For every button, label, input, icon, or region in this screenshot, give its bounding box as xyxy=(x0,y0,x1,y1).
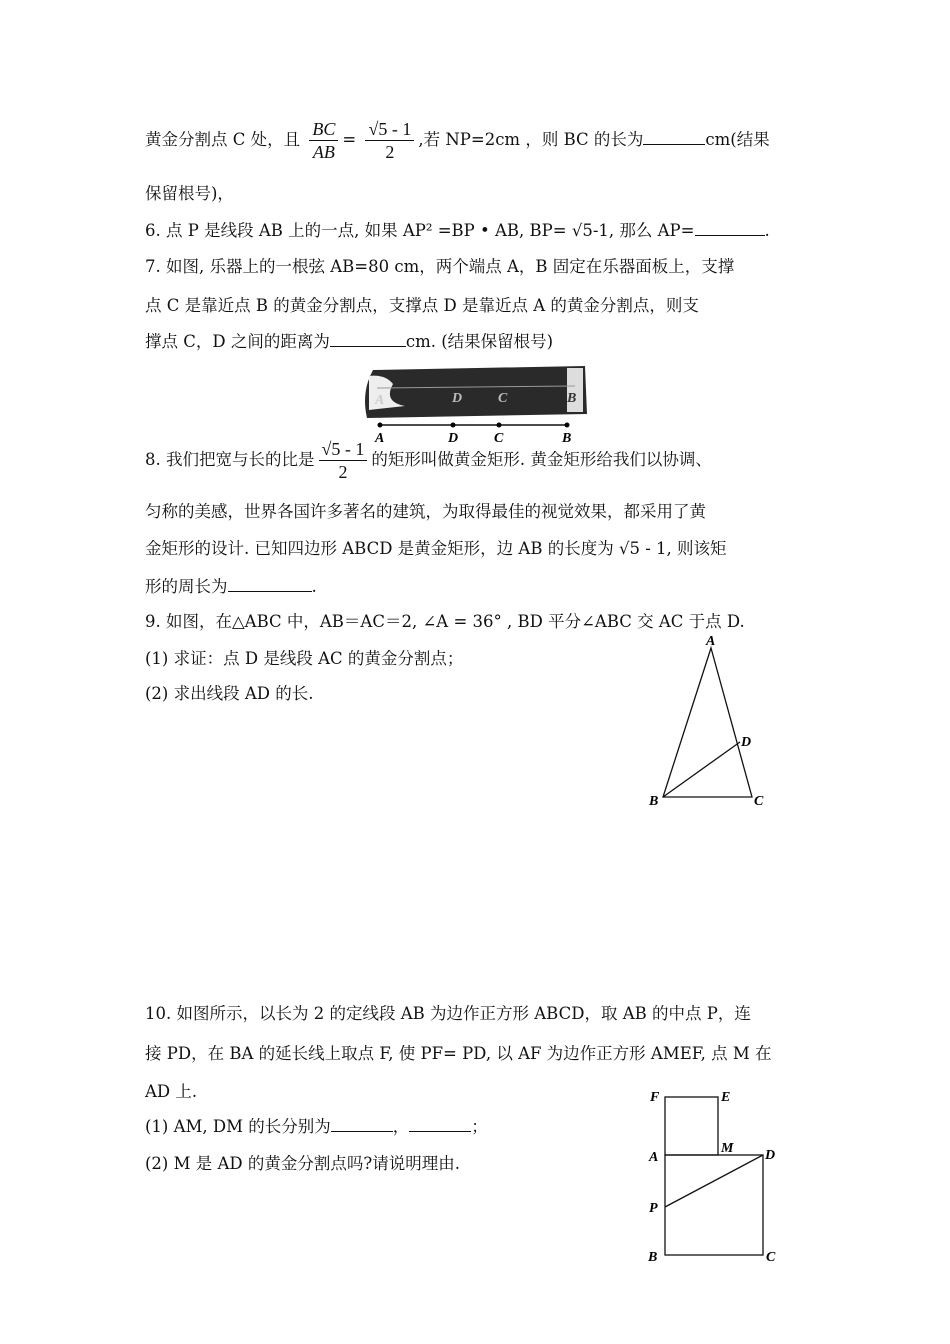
numerator: √5 - 1 xyxy=(319,438,368,461)
text: cm. (结果保留根号) xyxy=(405,332,554,351)
svg-text:A: A xyxy=(375,393,385,408)
point-c xyxy=(497,423,502,428)
text: 撑点 C，D 之间的距离为 xyxy=(145,332,330,351)
point-a xyxy=(378,423,383,428)
triangle-figure xyxy=(640,635,780,815)
svg-text:C: C xyxy=(498,391,508,406)
q8-line3: 金矩形的设计. 已知四边形 ABCD 是黄金矩形，边 AB 的长度为 √5 - 1, 则该矩 xyxy=(145,539,727,558)
point-b xyxy=(565,423,570,428)
q10-line3: AD 上. xyxy=(145,1082,198,1101)
text: 黄金分割点 C 处，且 xyxy=(145,130,301,149)
q9-line1: 9. 如图，在△ABC 中，AB＝AC＝2, ∠A = 36° , BD 平分∠ABC 交 AC 于点 D. xyxy=(145,612,745,631)
label-b: B xyxy=(649,794,659,809)
label-e: E xyxy=(721,1090,731,1105)
q7-line3 xyxy=(145,328,553,352)
label-b: B xyxy=(648,1250,658,1265)
label-p: P xyxy=(649,1201,658,1216)
answer-blank[interactable] xyxy=(695,221,765,236)
q8-line2: 匀称的美感，世界各国许多著名的建筑，为取得最佳的视觉效果，都采用了黄 xyxy=(145,502,706,521)
q8-line1 xyxy=(145,438,712,483)
q5-line2: 保留根号)， xyxy=(145,184,234,203)
answer-blank[interactable] xyxy=(330,332,406,347)
point-d xyxy=(451,423,456,428)
answer-blank[interactable] xyxy=(643,130,705,145)
label-a: A xyxy=(375,431,385,446)
text: . xyxy=(311,577,317,596)
label-d: D xyxy=(741,735,752,750)
square-amef xyxy=(665,1097,718,1155)
text: 8. 我们把宽与长的比是 xyxy=(145,450,315,469)
q5-line1 xyxy=(145,118,770,163)
instrument-body xyxy=(365,366,587,418)
label-a: A xyxy=(649,1150,659,1165)
text: cm(结果 xyxy=(705,130,770,149)
denominator: AB xyxy=(312,142,335,162)
svg-text:B: B xyxy=(567,391,577,406)
q9-part2: (2) 求出线段 AD 的长. xyxy=(145,684,314,703)
label-f: F xyxy=(650,1090,660,1105)
segment-pd xyxy=(665,1155,763,1207)
fraction-bc-ab xyxy=(309,118,338,163)
label-d: D xyxy=(448,431,459,446)
text: 6. 点 P 是线段 AB 上的一点, 如果 AP² =BP • AB, BP= √5-1, 那么 AP= xyxy=(145,221,695,240)
label-c: C xyxy=(754,794,764,809)
text: ； xyxy=(471,1117,488,1136)
answer-blank-am[interactable] xyxy=(331,1117,393,1132)
answer-blank-dm[interactable] xyxy=(409,1117,471,1132)
q7-line2: 点 C 是靠近点 B 的黄金分割点，支撑点 D 是靠近点 A 的黄金分割点，则支 xyxy=(145,296,699,315)
fraction-golden-ratio xyxy=(319,438,368,483)
text: ， xyxy=(392,1117,410,1136)
svg-text:D: D xyxy=(452,391,463,406)
label-b: B xyxy=(562,431,572,446)
denominator: 2 xyxy=(385,142,395,162)
q10-part2: (2) M 是 AD 的黄金分割点吗?请说明理由. xyxy=(145,1154,460,1173)
label-c: C xyxy=(766,1250,776,1265)
label-a: A xyxy=(706,635,716,649)
label-m: M xyxy=(721,1141,734,1156)
denominator: 2 xyxy=(338,462,348,482)
text: 的矩形叫做黄金矩形. 黄金矩形给我们以协调、 xyxy=(371,450,712,469)
numerator: BC xyxy=(309,118,338,141)
label-c: C xyxy=(494,431,504,446)
text: ,若 NP=2cm ，则 BC 的长为 xyxy=(418,130,644,149)
q6-line xyxy=(145,217,770,241)
squares-figure xyxy=(640,1085,790,1270)
answer-blank[interactable] xyxy=(228,577,312,592)
text: 形的周长为 xyxy=(145,577,228,596)
text: (1) AM, DM 的长分别为 xyxy=(145,1117,331,1136)
square-abcd xyxy=(665,1155,763,1255)
numerator: √5 - 1 xyxy=(365,118,414,141)
q10-line1: 10. 如图所示，以长为 2 的定线段 AB 为边作正方形 ABCD，取 AB 的中点 P，连 xyxy=(145,1004,751,1023)
q10-part1 xyxy=(145,1113,488,1137)
q9-part1: (1) 求证：点 D 是线段 AC 的黄金分割点； xyxy=(145,649,464,668)
q10-line2: 接 PD，在 BA 的延长线上取点 F, 使 PF= PD, 以 AF 为边作正方形 AMEF, 点 M 在 xyxy=(145,1044,772,1063)
bisector-bd xyxy=(663,742,740,797)
text: . xyxy=(764,221,770,240)
triangle-abc xyxy=(663,648,752,797)
fraction-golden-ratio xyxy=(365,118,414,163)
q8-line4 xyxy=(145,573,317,597)
label-d: D xyxy=(765,1148,776,1163)
instrument-figure xyxy=(355,362,595,446)
equals: = xyxy=(342,130,357,149)
q7-line1: 7. 如图, 乐器上的一根弦 AB=80 cm，两个端点 A，B 固定在乐器面板上，支撑 xyxy=(145,257,735,276)
